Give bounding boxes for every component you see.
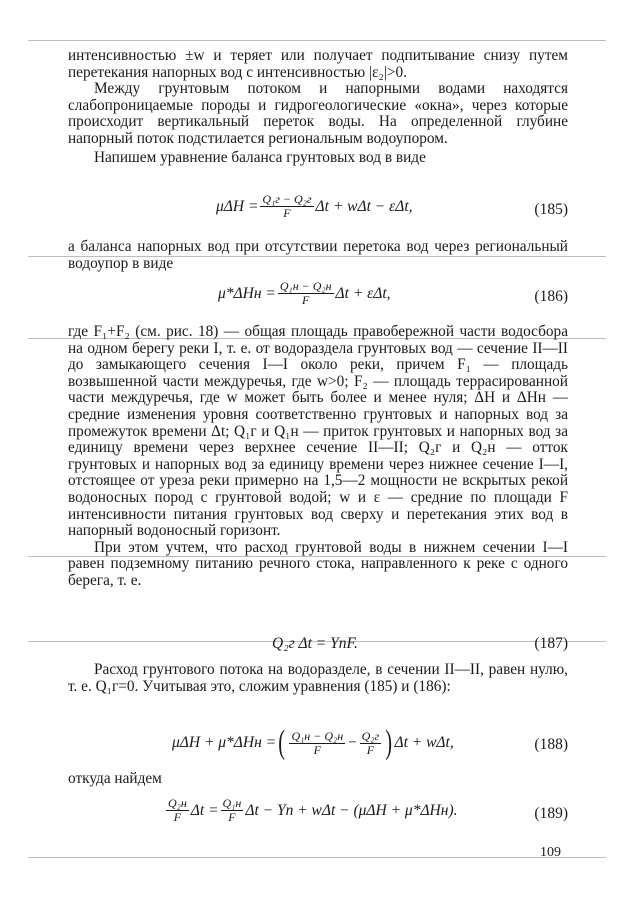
eq189-middle: Δt =	[190, 801, 219, 819]
eq189-number: (189)	[534, 805, 568, 822]
eq186-lhs: μ*ΔHн =	[218, 284, 276, 302]
eq188-rhs: Δt + wΔt,	[394, 734, 454, 751]
eq186-fraction	[278, 280, 334, 307]
text-block-p8	[68, 771, 568, 788]
eq189-numerator-2: Q₁н	[222, 796, 242, 810]
eq189-denominator-2: F	[228, 810, 236, 824]
eq188-denominator-2: F	[366, 742, 375, 757]
eq187-number: (187)	[534, 635, 568, 652]
eq188-number: (188)	[534, 736, 568, 753]
eq188-fraction-1	[289, 730, 345, 757]
equation-189	[68, 797, 568, 833]
eq186-number: (186)	[534, 288, 568, 305]
equation-188	[68, 724, 568, 768]
paragraph-6: При этом учтем, что расход грунтовой воды в нижнем сечении I—I равен подземному питанию речного стока, направленного к реке с одного берега, т. е.	[68, 538, 568, 589]
eq189-fraction-1	[166, 797, 189, 824]
eq188-denominator-1: F	[313, 742, 321, 757]
scan-rule	[28, 857, 606, 858]
eq185-lhs: μΔH =	[216, 197, 259, 215]
left-paren-glyph: (	[278, 724, 286, 761]
page-number: 109	[540, 845, 561, 860]
eq185-fraction	[260, 193, 313, 220]
eq188-lhs: μΔH + μ*ΔHн =	[172, 734, 277, 751]
equation-186	[68, 280, 568, 316]
paragraph-8: откуда найдем	[68, 770, 162, 787]
eq189-numerator-1: Q₂н	[168, 796, 187, 810]
eq187-formula: Q₂г Δt = YпF.	[272, 635, 358, 652]
eq185-rhs: Δt + wΔt − εΔt,	[315, 197, 413, 215]
eq189-fraction-2	[221, 797, 244, 824]
eq186-rhs: Δt + εΔt,	[335, 284, 391, 302]
eq189-denominator-1: F	[173, 810, 182, 824]
eq186-numerator: Q₁н − Q₂н	[279, 279, 332, 293]
text-block-middle	[68, 324, 568, 590]
paragraph-2: Между грунтовым потоком и напорными водами находятся слабопроницаемые породы и гидрогеологические «окна», через которые происходит вертикальный переток воды. На определенной глубине напорный поток подстилается региональным водоупором.	[68, 80, 568, 147]
paragraph-1: интенсивностью ±w и теряет или получает подпитывание снизу путем перетекания напорных вод с интенсивностью |ε₂|>0.	[68, 47, 568, 81]
text-block-p7	[68, 662, 568, 695]
paragraph-5: где F₁+F₂ (см. рис. 18) — общая площадь правобережной части водосбора на одном берегу реки I, т. е. от водораздела грунтовых вод — сечение II—II до замыкающего сечения I—I около реки, причем F₁ — площадь возвышенной части междуречья, где w>0; F₂ — площадь террасированной части междуречья, где w может быть более и менее нуля; ΔH и ΔHн — средние изменения уровня соответственно грунтовых и напорных вод за промежуток времени Δt; Q₁г и Q₁н — приток грунтовых и напорных вод за единицу времени через верхнее сечение II—II; Q₂г и Q₂н — отток грунтовых и напорных вод за единицу времени через нижнее сечение I—I, отстоящее от уреза реки примерно на 1,5—2 мощности не вскрытых рекой водоносных пород с грунтовой водой; w и ε — средние по площади F интенсивности питания грунтовых вод сверху и перетекания этих вод в напорный водоносный горизонт.	[68, 323, 568, 540]
text-block-top	[68, 48, 568, 166]
paragraph-7: Расход грунтового потока на водоразделе, в сечении II—II, равен нулю, т. е. Q₁г=0. Учитывая это, сложим уравнения (185) и (186):	[68, 661, 568, 695]
paragraph-4: а баланса напорных вод при отсутствии перетока вод через региональный водоупор в виде	[68, 238, 568, 272]
paragraph-3: Напишем уравнение баланса грунтовых вод в виде	[94, 148, 426, 166]
eq188-minus: −	[347, 734, 358, 751]
eq188-numerator-1: Q₁н − Q₂н	[291, 728, 344, 743]
scan-rule	[28, 40, 606, 41]
eq188-numerator-2: Q₂г	[361, 728, 380, 743]
eq185-numerator: Q₁г − Q₂г	[262, 192, 312, 206]
equation-185	[68, 193, 568, 229]
right-paren-glyph: )	[385, 724, 393, 761]
eq185-denominator: F	[283, 206, 291, 220]
eq189-rhs: Δt − Yп + wΔt − (μΔH + μ*ΔHн).	[245, 801, 458, 819]
eq185-number: (185)	[534, 201, 568, 218]
eq186-denominator: F	[302, 293, 310, 307]
text-block-p4	[68, 239, 568, 272]
eq188-fraction-2	[360, 730, 382, 757]
